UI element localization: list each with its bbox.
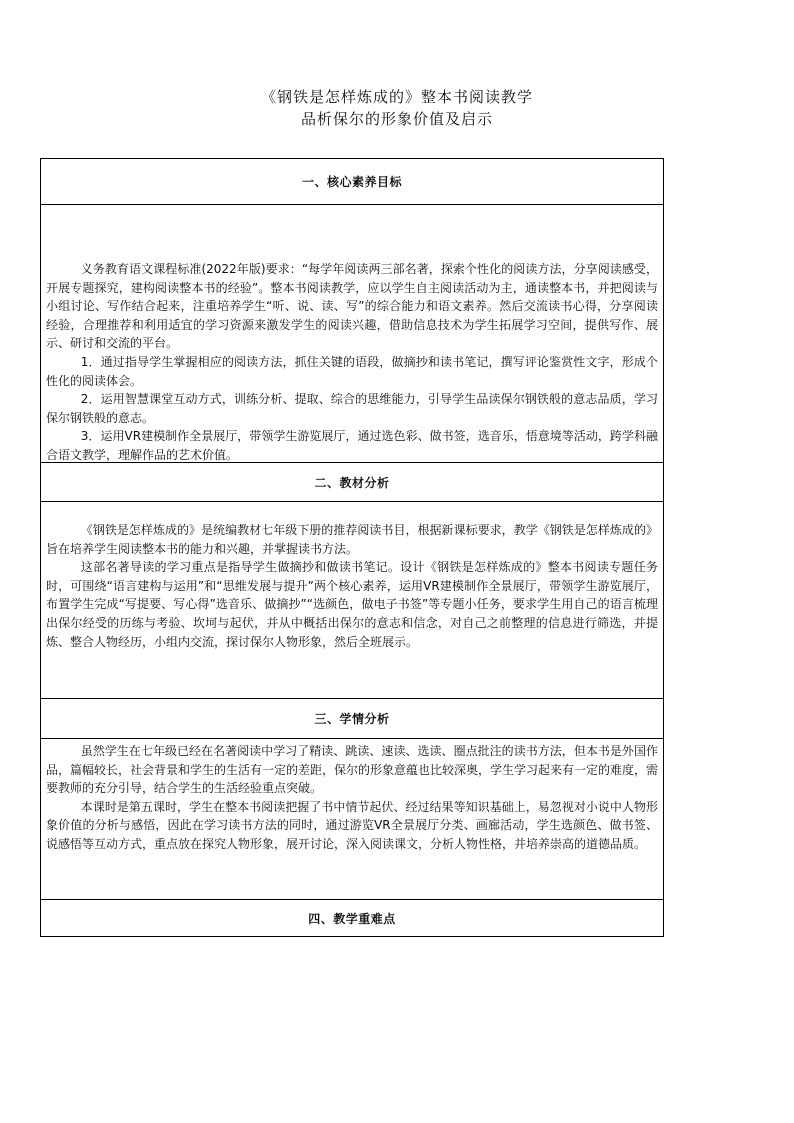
lesson-plan-table (40, 158, 664, 937)
section-heading-key-difficulties: 四、教学重难点 (308, 911, 396, 926)
section-heading-textbook-analysis: 二、教材分析 (41, 463, 663, 502)
section-body-core-goals (41, 205, 663, 463)
document-title (0, 86, 794, 130)
title-line-1: 《钢铁是怎样炼成的》整本书阅读教学 (260, 88, 533, 106)
paragraph: 义务教育语文课程标准(2022年版)要求：“每学年阅读两三部名著，探索个性化的阅读方法，分享阅读感受，开展专题探究，建构阅读整本书的经验”。整本书阅读教学，应以学生自主阅读活动为主，通读整本书，并把阅读与小组讨论、写作结合起来，注重培养学生“听、说、读、写”的综合能力和语文素养。然后交流读书心得，分享阅读经验，合理推荐和利用适宜的学习资源来激发学生的阅读兴趣，借助信息技术为学生拓展学习空间，提供写作、展示、研讨和交流的平台。 (46, 262, 658, 351)
paragraph: 1．通过指导学生掌握相应的阅读方法，抓住关键的语段，做摘抄和读书笔记，撰写评论鉴赏性文字，形成个性化的阅读体会。 (46, 354, 658, 388)
paragraph: 2．运用智慧课堂互动方式，训练分析、提取、综合的思维能力，引导学生品读保尔钢铁般的意志品质，学习保尔钢铁般的意志。 (46, 392, 658, 425)
paragraph: 本课时是第五课时，学生在整本书阅读把握了书中情节起伏、经过结果等知识基础上，易忽视对小说中人物形象价值的分析与感悟，因此在学习读书方法的同时，通过游览VR全景展厅分类、画廊活动，学生选颜色、做书签、说感悟等互动方式，重点放在探究人物形象，展开讨论，深入阅读课文，分析人物性格，并培养崇高的道德品质。 (46, 799, 658, 851)
paragraph: 虽然学生在七年级已经在名著阅读中学习了精读、跳读、速读、选读、圈点批注的读书方法，但本书是外国作品，篇幅较长，社会背景和学生的生活有一定的差距，保尔的形象意蕴也比较深奥，学生学习起来有一定的难度，需要教师的充分引导，结合学生的生活经验重点突破。 (46, 744, 659, 796)
paragraph: 《钢铁是怎样炼成的》是统编教材七年级下册的推荐阅读书目，根据新课标要求，教学《钢铁是怎样炼成的》旨在培养学生阅读整本书的能力和兴趣，并掌握读书方法。 (46, 523, 658, 556)
section-body-student-analysis (41, 739, 663, 900)
paragraph: 这部名著导读的学习重点是指导学生做摘抄和做读书笔记。设计《钢铁是怎样炼成的》整本书阅读专题任务时，可围绕“语言建构与运用”和“思维发展与提升”两个核心素养，运用VR建模制作全景展厅，带领学生游览展厅，布置学生完成“写提要、写心得”选音乐、做摘抄”“选颜色，做电子书签”等专题小任务，要求学生用自己的语言梳理出保尔经受的历练与考验、坎坷与起伏，并从中概括出保尔的意志和信念，对自己之前整理的信息进行筛选，并提炼、整合人物经历，小组内交流，探讨保尔人物形象，然后全班展示。 (46, 560, 658, 649)
section-heading-student-analysis: 三、学情分析 (41, 699, 663, 739)
section-heading-core-goals: 一、核心素养目标 (41, 159, 663, 205)
section-body-textbook-analysis (41, 502, 663, 699)
paragraph: 3．运用VR建模制作全景展厅，带领学生游览展厅，通过选色彩、做书签，选音乐，悟意境等活动，跨学科融合语文教学，理解作品的艺术价值。 (46, 429, 658, 462)
title-line-2: 品析保尔的形象价值及启示 (300, 110, 493, 128)
